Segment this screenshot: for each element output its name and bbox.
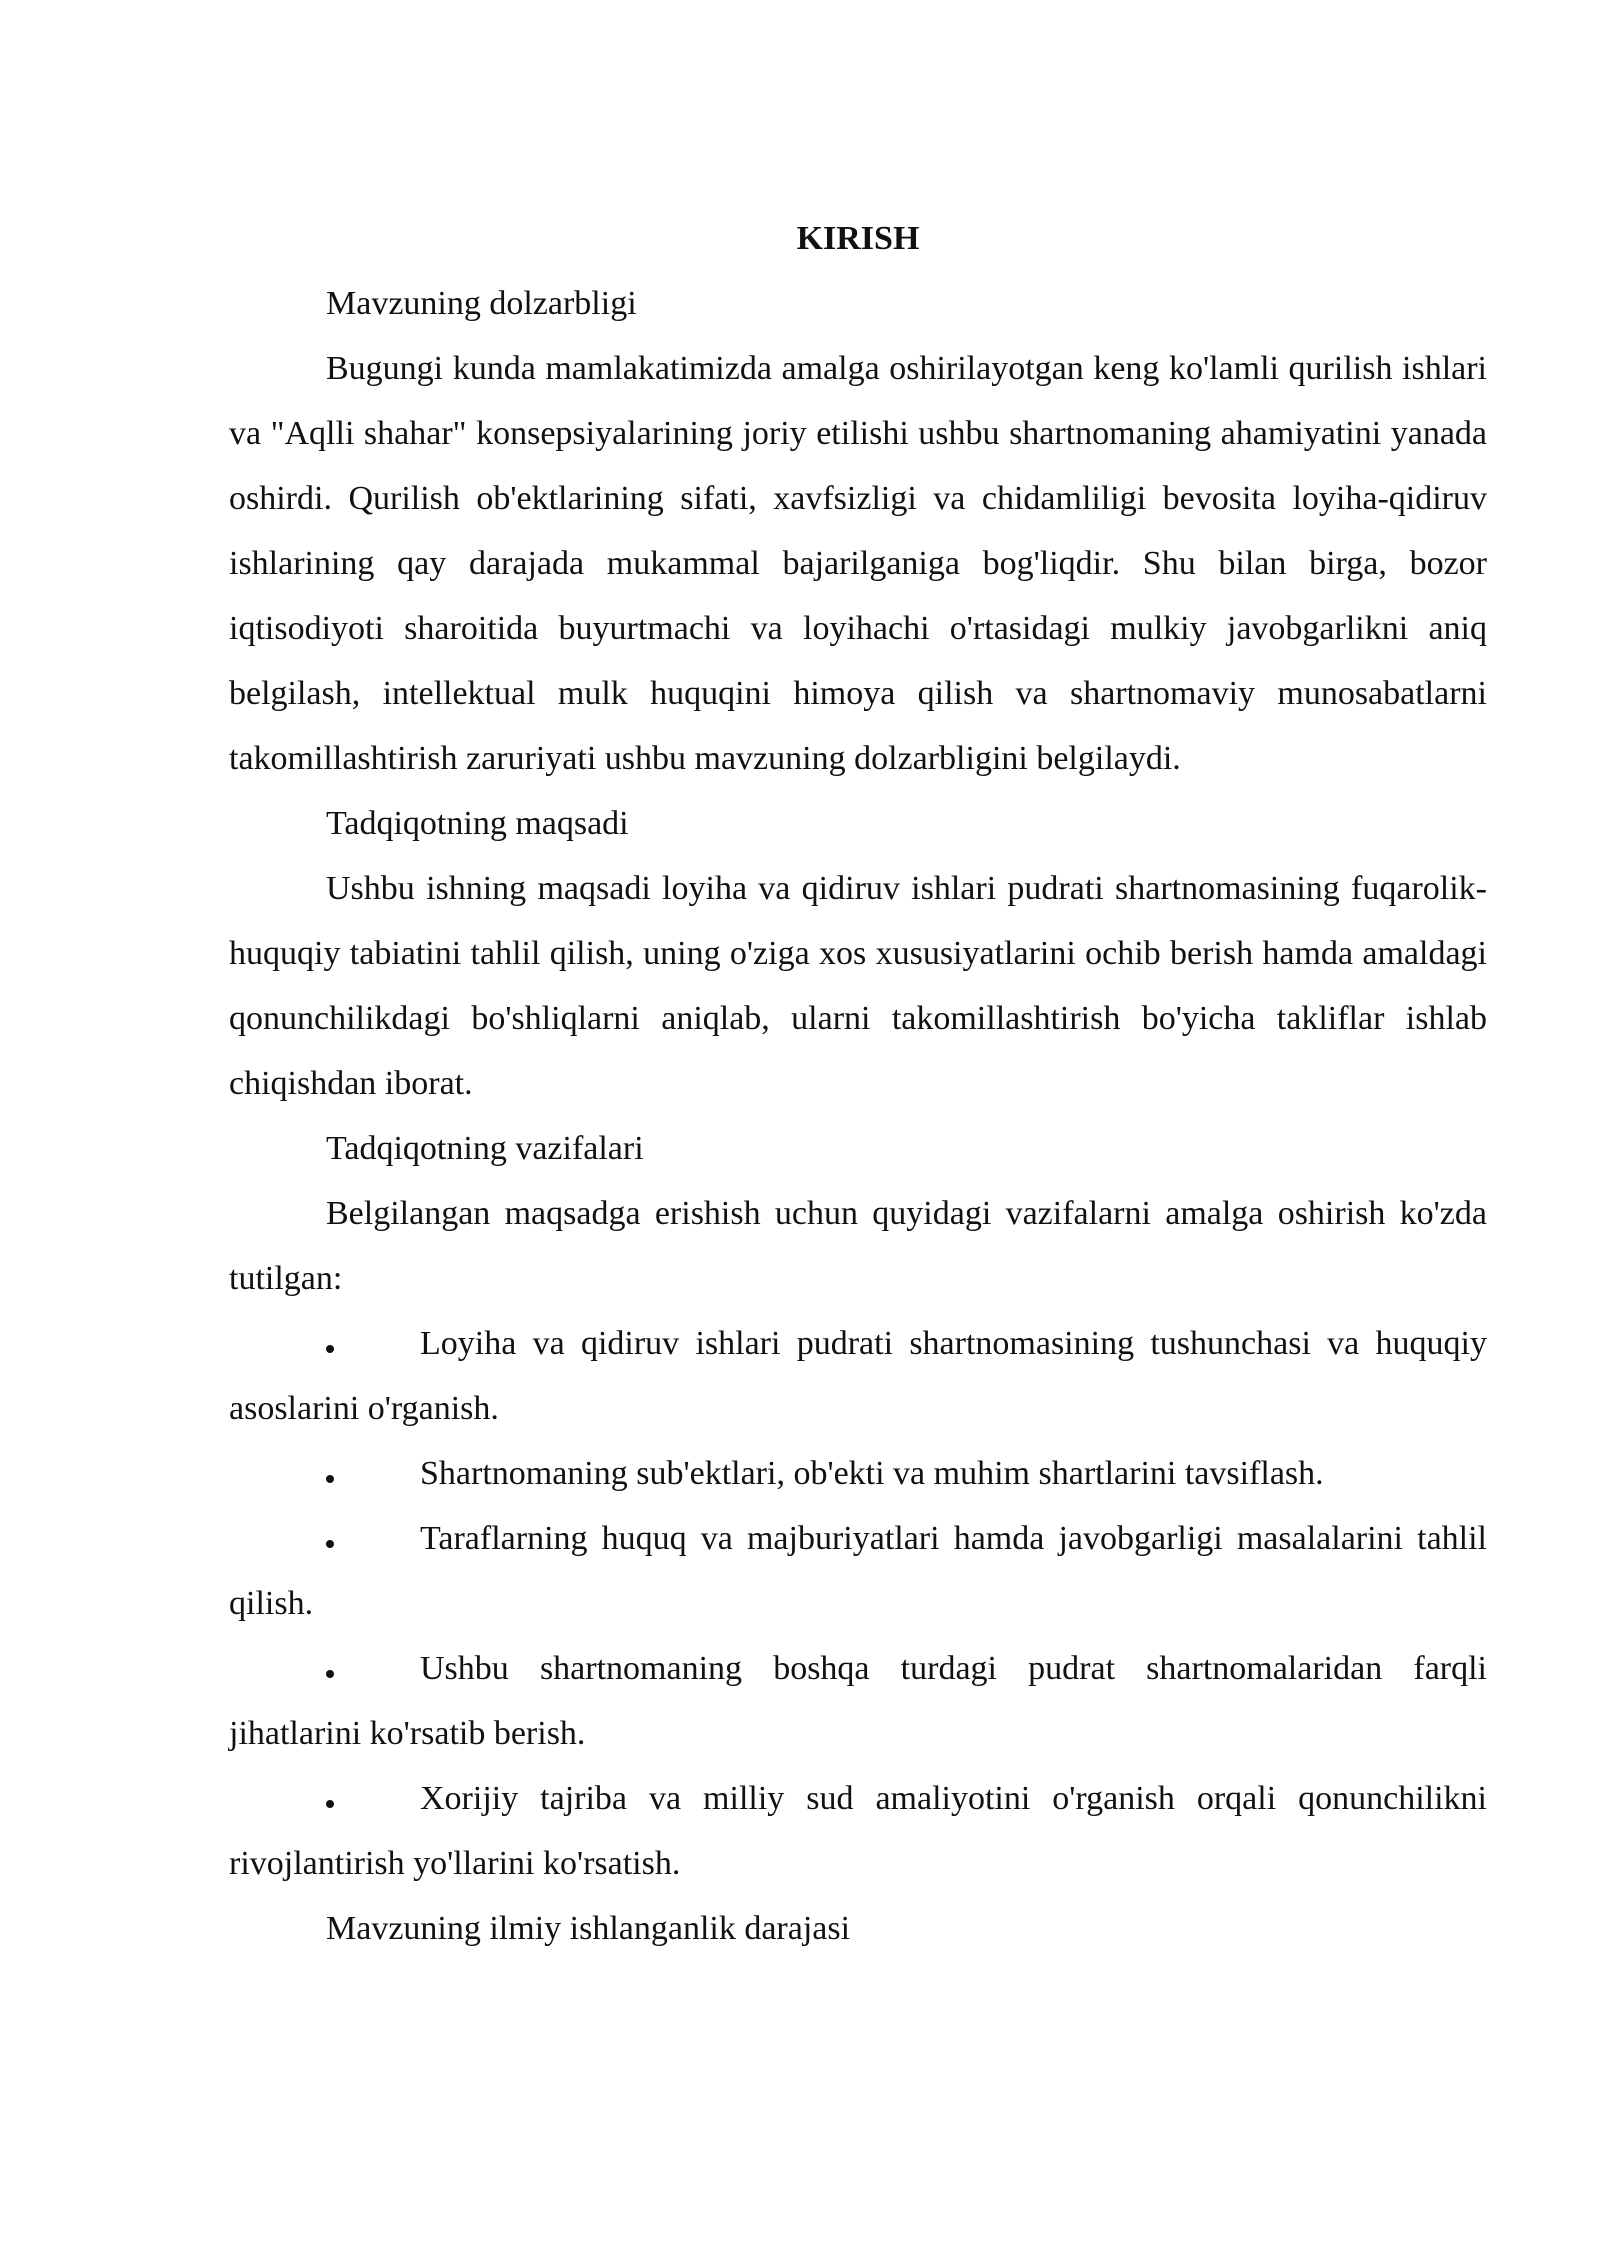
section-heading-tasks: Tadqiqotning vazifalari (326, 1130, 644, 1167)
list-item-text: Loyiha va qidiruv ishlari pudrati shartnomasining tushunchasi va huquqiy asoslarini o'rganish. (229, 1325, 1487, 1427)
section-heading-research-level: Mavzuning ilmiy ishlanganlik darajasi (326, 1910, 851, 1947)
page-title: KIRISH (796, 220, 920, 257)
list-item-text: Shartnomaning sub'ektlari, ob'ekti va muhim shartlarini tavsiflash. (420, 1455, 1324, 1492)
section-heading-relevance: Mavzuning dolzarbligi (326, 285, 637, 322)
list-item (229, 1441, 1487, 1506)
section-paragraph-relevance: Bugungi kunda mamlakatimizda amalga oshirilayotgan keng ko'lamli qurilish ishlari va "Aqlli shahar" konsepsiyalarining joriy etilishi ushbu shartnomaning ahamiyatini yanada oshirdi. Qurilish ob'ektlarining sifati, xavfsizligi va chidamliligi bevosita loyiha-qidiruv ishlarining qay darajada mukammal bajarilganiga bog'liqdir. Shu bilan birga, bozor iqtisodiyoti sharoitida buyurtmachi va loyihachi o'rtasidagi mulkiy javobgarlikni aniq belgilash, intellektual mulk huquqini himoya qilish va shartnomaviy munosabatlarni takomillashtirish zaruriyati ushbu mavzuning dolzarbligini belgilaydi. (229, 350, 1487, 777)
list-item (229, 1311, 1487, 1441)
section-heading-goal: Tadqiqotning maqsadi (326, 805, 629, 842)
document-page (229, 206, 1487, 1961)
list-item (229, 1636, 1487, 1766)
list-item-text: Ushbu shartnomaning boshqa turdagi pudrat shartnomalaridan farqli jihatlarini ko'rsatib berish. (229, 1650, 1487, 1752)
section-paragraph-goal: Ushbu ishning maqsadi loyiha va qidiruv ishlari pudrati shartnomasining fuqarolik-huquqiy tabiatini tahlil qilish, uning o'ziga xos xususiyatlarini ochib berish hamda amaldagi qonunchilikdagi bo'shliqlarni aniqlab, ularni takomillashtirish bo'yicha takliflar ishlab chiqishdan iborat. (229, 870, 1487, 1102)
list-item (229, 1506, 1487, 1636)
list-item-text: Taraflarning huquq va majburiyatlari hamda javobgarligi masalalarini tahlil qilish. (229, 1520, 1487, 1622)
list-item-text: Xorijiy tajriba va milliy sud amaliyotini o'rganish orqali qonunchilikni rivojlantirish yo'llarini ko'rsatish. (229, 1780, 1487, 1882)
section-paragraph-tasks: Belgilangan maqsadga erishish uchun quyidagi vazifalarni amalga oshirish ko'zda tutilgan: (229, 1195, 1487, 1297)
list-item (229, 1766, 1487, 1896)
